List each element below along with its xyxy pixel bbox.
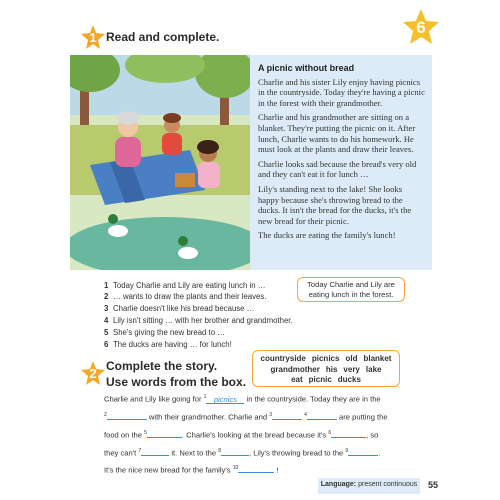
story-title: A picnic without bread <box>258 63 355 73</box>
sentence-2: 2 … wants to draw the plants and their leaves. <box>104 292 267 301</box>
sentence-4: 4 Lily isn't sitting … with her brother and grandmother. <box>104 316 293 325</box>
exercise-2-title-line-1: Complete the story. <box>106 359 218 373</box>
sentence-1: 1 Today Charlie and Lily are eating lunch in … <box>104 281 266 290</box>
gap-10[interactable] <box>238 464 274 473</box>
word: lake <box>365 364 382 374</box>
story-line-3: food on the $^5$ . Charlie's looking at the bread because it's $^6$ , so <box>104 430 379 440</box>
reading-text-panel <box>250 55 432 270</box>
word: picnics <box>311 354 340 363</box>
gap-2[interactable] <box>107 411 147 420</box>
exercise-1-badge: 1 <box>80 24 106 50</box>
gap-9[interactable] <box>348 447 378 456</box>
word: blanket <box>363 354 392 363</box>
word: picnic <box>308 375 332 384</box>
footer-language-label: Language: <box>320 481 357 488</box>
word-box-row <box>253 375 399 386</box>
word: old <box>345 354 358 363</box>
word: eat <box>291 375 303 384</box>
word: very <box>343 364 360 374</box>
footer-language-value: present continuous <box>358 481 418 488</box>
story-line-4: they can't $^7$ it. Next to the $^8$ , Lily's throwing bread to the $^9$ . <box>104 448 381 458</box>
sentence-6: 6 The ducks are having … for lunch! <box>104 340 232 349</box>
word-box-row <box>253 365 399 376</box>
gap-4[interactable] <box>307 411 337 420</box>
footer-language <box>318 481 420 488</box>
gap-8[interactable] <box>221 447 249 456</box>
exercise-2-title-line-2: Use words from the box. <box>106 375 247 389</box>
gap-7[interactable] <box>141 447 169 456</box>
word: his <box>325 364 338 374</box>
story-line-1: Charlie and Lily like going for $^1$ picnics in the countryside. Today they are in the <box>104 394 381 404</box>
story-paragraph: Charlie and his grandmother are sitting on a blanket. They're putting the picnic on it. After lunch, Charlie wants to do his homework. He must look at the plants and draw their leaves. <box>258 112 416 155</box>
word: grandmother <box>270 364 320 374</box>
unit-number: 6 <box>416 18 426 37</box>
unit-number-star-icon <box>402 8 440 46</box>
word: ducks <box>337 375 361 384</box>
sentence-3: 3 Charlie doesn't like his bread because … <box>104 304 255 313</box>
sentence-5: 5 She's giving the new bread to … <box>104 328 226 337</box>
gap-5[interactable] <box>147 429 182 438</box>
exercise-2-badge: 2 <box>80 360 106 386</box>
example-answer-callout: Today Charlie and Lily are eating lunch in the forest. <box>297 277 405 302</box>
gap-3[interactable] <box>272 411 302 420</box>
story-line-5: It's the nice new bread for the family's $^{10}$ ! <box>104 465 279 475</box>
story-paragraph: Charlie and his sister Lily enjoy having picnics in the countryside. Today they're having a picnic in the forest with their grandmother. <box>258 76 425 108</box>
story-final-line: The ducks are eating the family's lunch! <box>258 230 396 241</box>
word-box <box>252 350 400 387</box>
exercise-1-title: Read and complete. <box>106 30 220 44</box>
story-line-2: $^2$ with their grandmother. Charlie and $^3$ $^4$ are putting the <box>104 412 388 422</box>
word: countryside <box>260 354 306 363</box>
gap-1: picnics <box>206 395 244 404</box>
word-box-row <box>253 354 399 365</box>
story-paragraph: Lily's standing next to the lake! She looks happy because she's throwing bread to the ducks. It isn't the bread for the ducks, it's the new bread for their picnic. <box>258 183 412 226</box>
story-paragraph: Charlie looks sad because the bread's very old and they can't eat it for lunch … <box>258 158 417 180</box>
exercise-2-title <box>106 358 246 390</box>
gap-6[interactable] <box>331 429 366 438</box>
page-number: 55 <box>428 480 439 490</box>
picnic-illustration <box>70 55 250 270</box>
